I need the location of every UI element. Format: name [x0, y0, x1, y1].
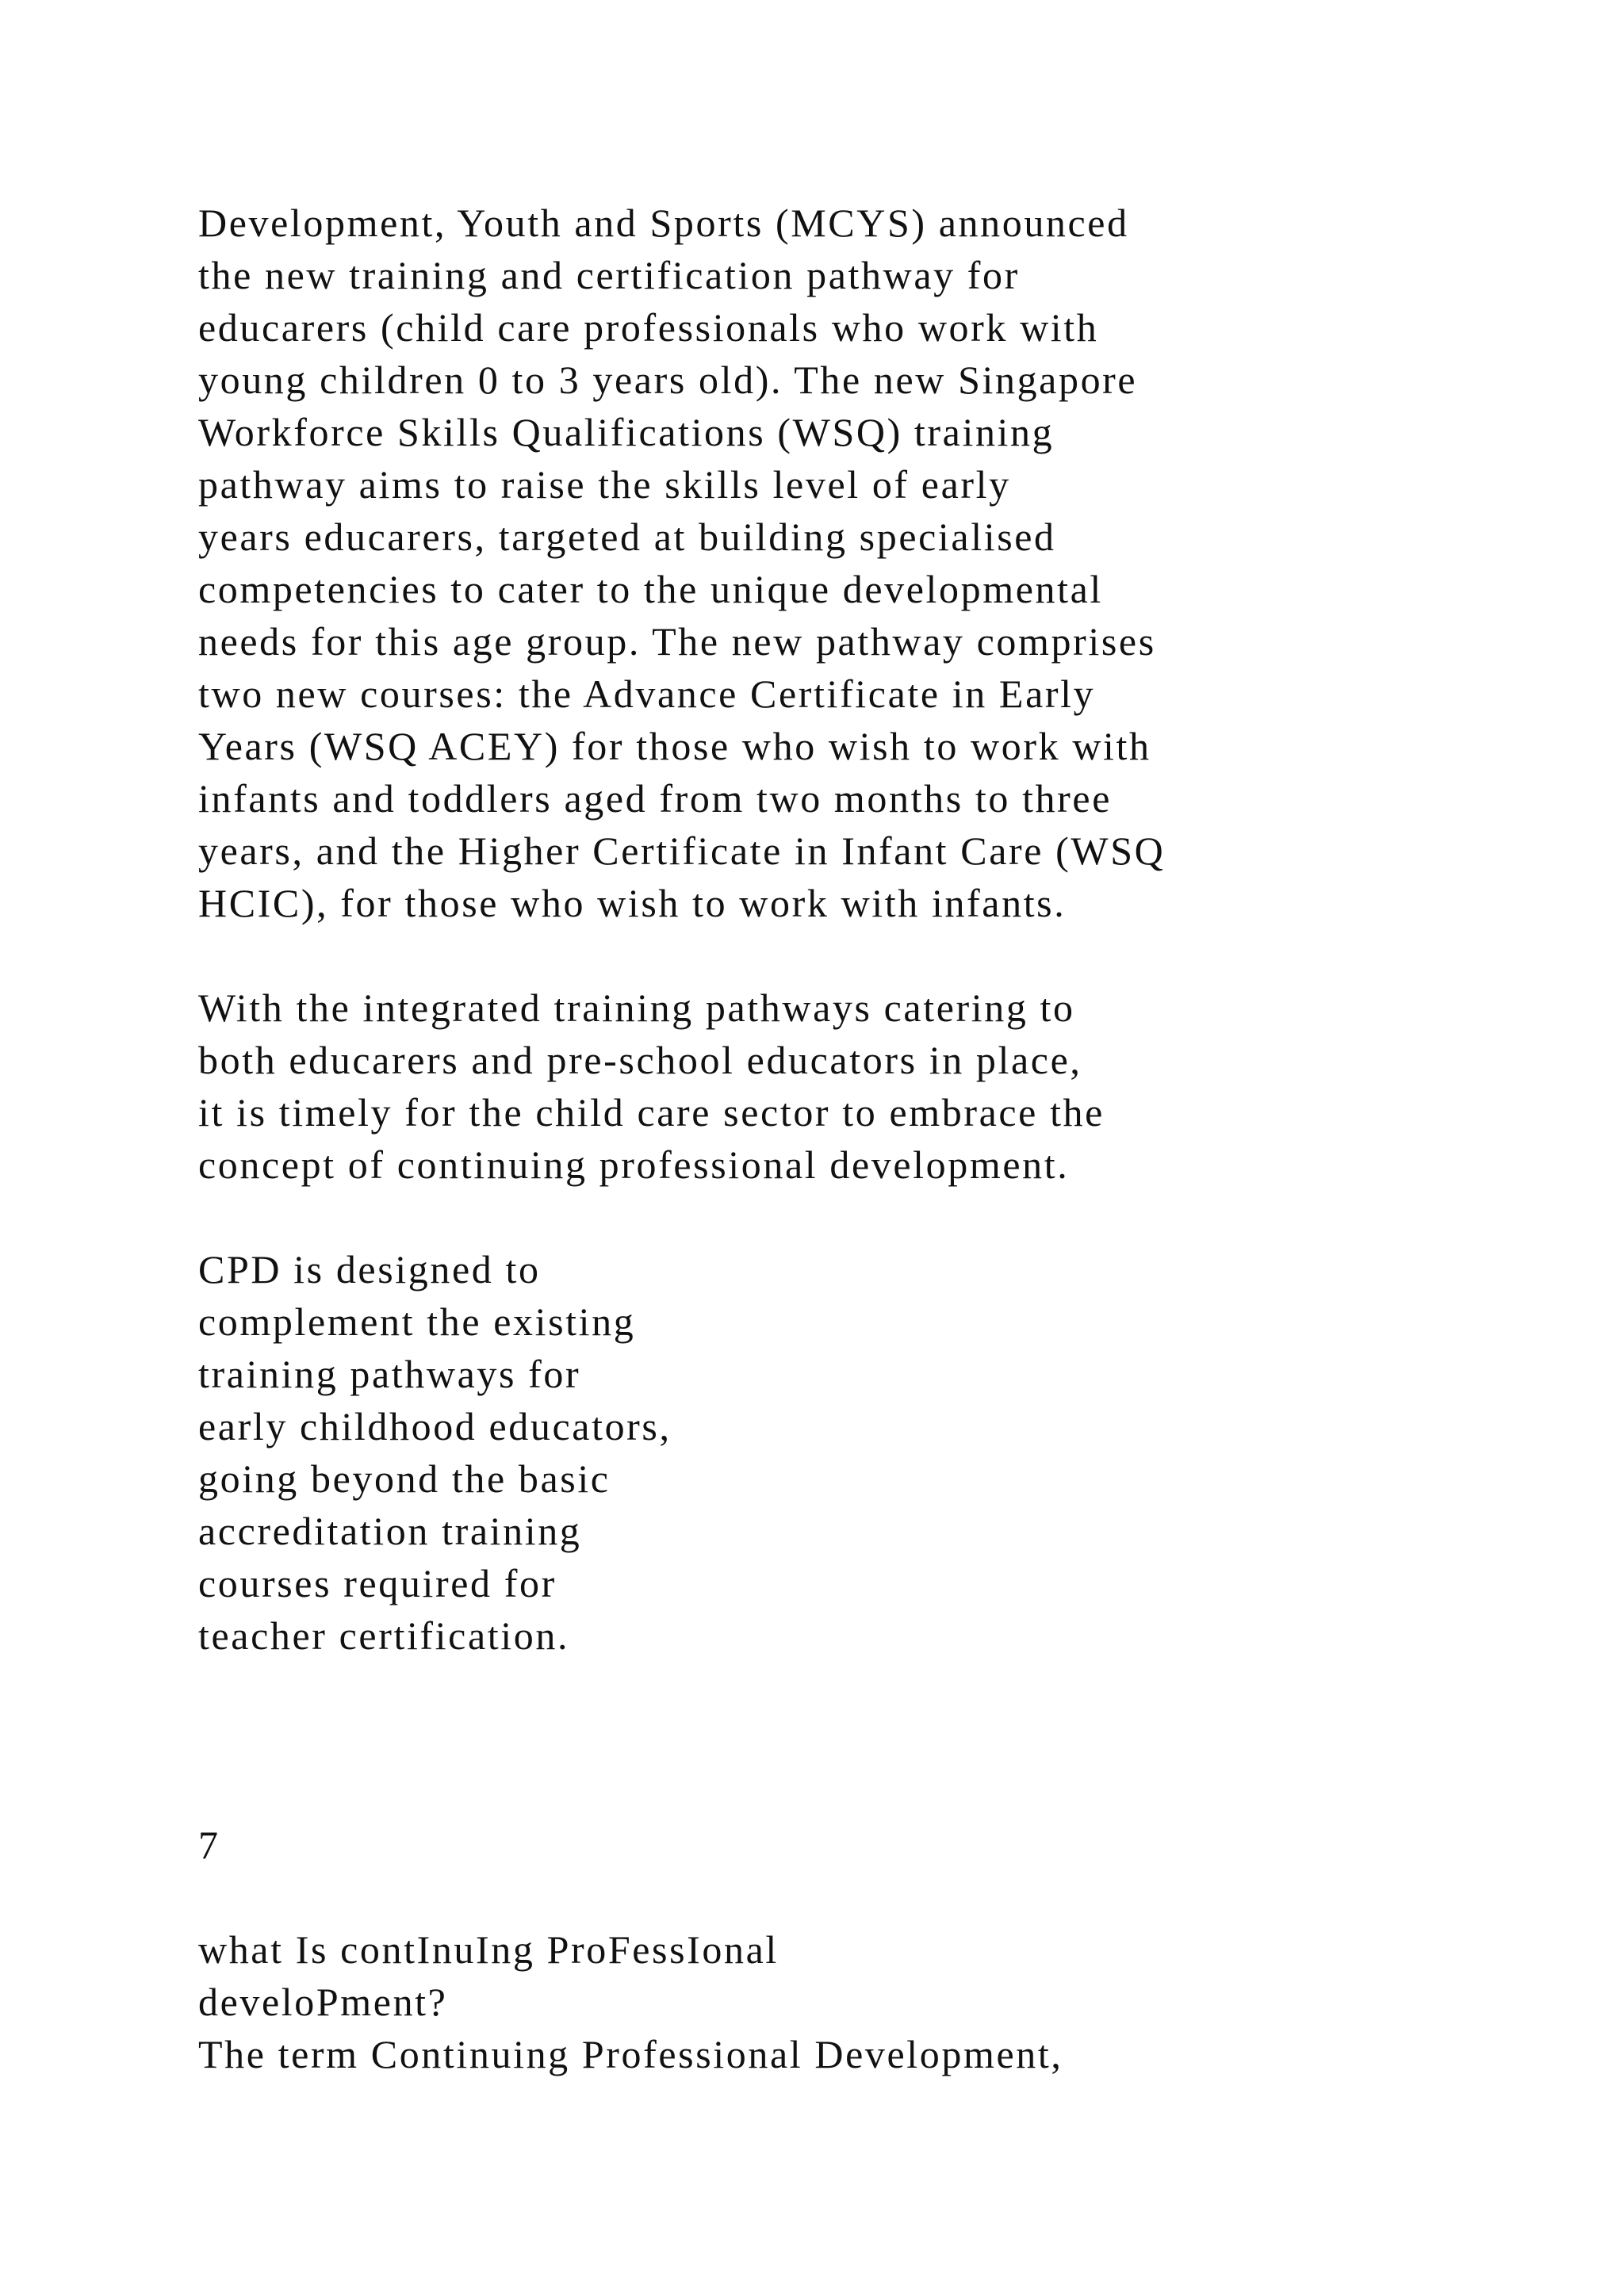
paragraph-line: competencies to cater to the unique developmental [198, 567, 1103, 611]
paragraph-line: needs for this age group. The new pathway comprises [198, 619, 1156, 664]
paragraph-line: teacher certification. [198, 1613, 570, 1658]
paragraph-line: two new courses: the Advance Certificate in Early [198, 672, 1096, 716]
paragraph-line: years, and the Higher Certificate in Infant Care (WSQ [198, 828, 1166, 873]
heading-line: develoPment? [198, 1980, 448, 2024]
paragraph-line: Development, Youth and Sports (MCYS) announced [198, 201, 1129, 245]
paragraph-line: pathway aims to raise the skills level of early [198, 462, 1011, 507]
paragraph-line: early childhood educators, [198, 1404, 672, 1448]
paragraph-line: educarers (child care professionals who work with [198, 305, 1099, 350]
paragraph-line: Years (WSQ ACEY) for those who wish to work with [198, 724, 1151, 768]
paragraph-line: HCIC), for those who wish to work with infants. [198, 881, 1067, 925]
paragraph-line: years educarers, targeted at building specialised [198, 515, 1056, 559]
page-number: 7 [198, 1823, 220, 1867]
paragraph-line: concept of continuing professional development. [198, 1142, 1070, 1187]
paragraph-line: both educarers and pre-school educators in place, [198, 1038, 1082, 1082]
paragraph-line: Workforce Skills Qualifications (WSQ) training [198, 410, 1055, 454]
paragraph-line: The term Continuing Professional Development, [198, 2032, 1063, 2076]
paragraph-line: With the integrated training pathways catering to [198, 985, 1075, 1030]
paragraph-line: going beyond the basic [198, 1456, 611, 1501]
paragraph-line: courses required for [198, 1561, 557, 1605]
paragraph-line: the new training and certification pathway for [198, 253, 1020, 297]
paragraph-line: complement the existing [198, 1299, 636, 1344]
paragraph-line: accreditation training [198, 1509, 582, 1553]
paragraph-line: young children 0 to 3 years old). The new Singapore [198, 358, 1138, 402]
paragraph-line: it is timely for the child care sector to embrace the [198, 1090, 1105, 1135]
paragraph-line: CPD is designed to [198, 1247, 541, 1292]
paragraph-line: training pathways for [198, 1352, 581, 1396]
heading-line: what Is contInuIng ProFessIonal [198, 1927, 779, 1972]
paragraph-line: infants and toddlers aged from two months to three [198, 776, 1112, 821]
